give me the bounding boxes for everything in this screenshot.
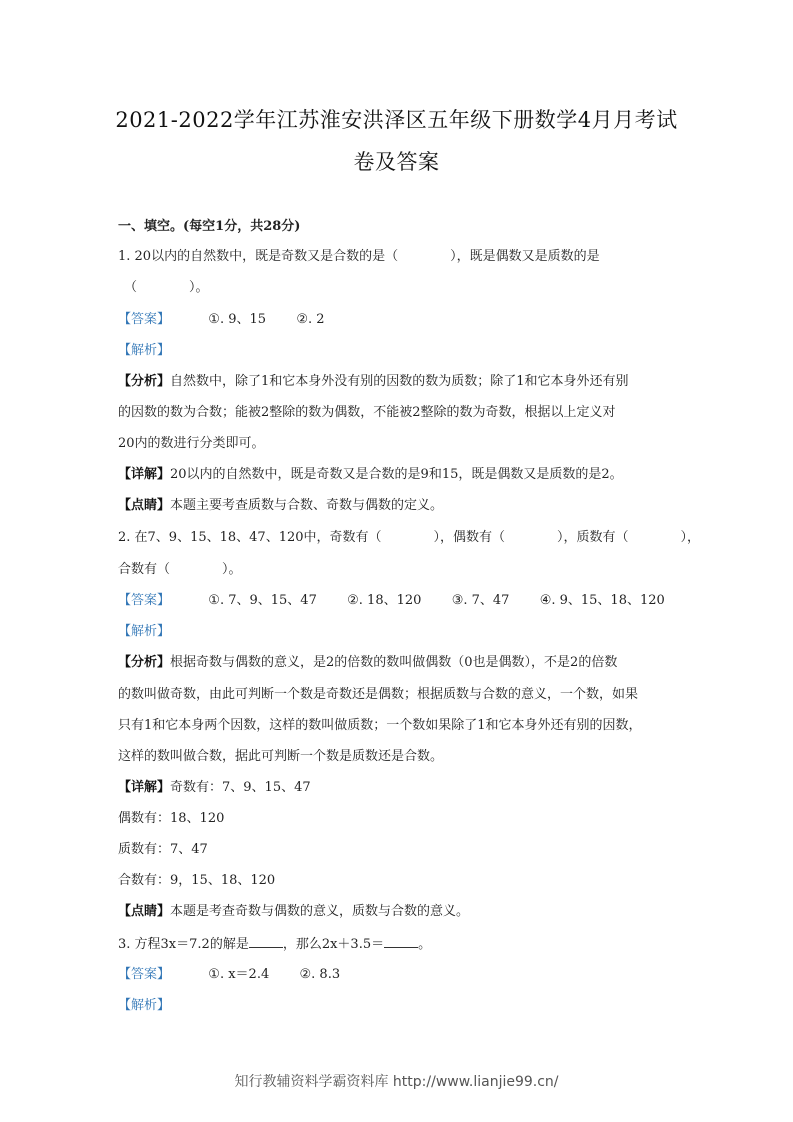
question-3-analysis-label	[118, 997, 170, 1015]
question-3-answer-row	[118, 966, 340, 984]
question-1-answer-row	[118, 311, 325, 329]
question-1-stem-line-2: （ ）。	[124, 280, 209, 295]
question-1-fenxi-line-3: 20内的数进行分类即可。	[118, 436, 265, 451]
answer-label: 【答案】	[118, 312, 171, 327]
answer-item: ①. x＝2.4	[208, 967, 270, 982]
question-2-fenxi-line-1	[118, 654, 617, 672]
question-1-stem-line-1: 1. 20以内的自然数中，既是奇数又是合数的是（ ），既是偶数又是质数的是	[118, 249, 600, 264]
question-2-dianjing	[118, 903, 469, 921]
fill-blank-2	[384, 935, 418, 948]
answer-item: ②. 18、120	[347, 593, 422, 608]
answer-item: ②. 8.3	[299, 967, 341, 982]
analysis-label: 【解析】	[118, 343, 171, 358]
question-3-stem	[118, 935, 431, 954]
xiangjie-text: 奇数有：7、9、15、47	[170, 780, 311, 795]
fenxi-label: 【分析】	[118, 374, 171, 389]
fill-blank-1	[249, 935, 283, 948]
question-1-analysis-label	[118, 342, 170, 360]
fenxi-text: 自然数中，除了1和它本身外没有别的因数的数为质数；除了1和它本身外还有别	[170, 374, 629, 389]
question-2-fenxi-line-4: 这样的数叫做合数，据此可判断一个数是质数还是合数。	[118, 749, 444, 764]
document-title-line-1: 2021-2022学年江苏淮安洪泽区五年级下册数学4月月考试	[115, 108, 678, 132]
dianjing-label: 【点睛】	[118, 904, 171, 919]
answer-item: ①. 9、15	[208, 312, 267, 327]
question-3-stem-b: ，那么2x＋3.5＝	[282, 937, 385, 952]
question-2-answer-row	[118, 592, 665, 610]
question-2-analysis-label	[118, 623, 170, 641]
dianjing-label: 【点睛】	[118, 498, 171, 513]
question-2-xiangjie-line-2: 偶数有：18、120	[118, 811, 225, 826]
question-2-xiangjie-line-3: 质数有：7、47	[118, 842, 208, 857]
question-2-xiangjie-line-1	[118, 779, 311, 797]
analysis-label: 【解析】	[118, 998, 171, 1013]
fenxi-label: 【分析】	[118, 655, 171, 670]
question-2-stem-line-1: 2. 在7、9、15、18、47、120中，奇数有（ ），偶数有（ ），质数有（ ），	[118, 530, 701, 545]
question-2-stem-line-2: 合数有（ ）。	[118, 562, 242, 577]
question-2-xiangjie-line-4: 合数有：9，15、18、120	[118, 873, 276, 888]
answer-item: ③. 7、47	[451, 593, 510, 608]
question-1-fenxi-line-2: 的因数的数为合数；能被2整除的数为偶数，不能被2整除的数为奇数，根据以上定义对	[118, 405, 616, 420]
question-1-dianjing	[118, 497, 443, 515]
answer-item: ②. 2	[296, 312, 325, 327]
question-2-fenxi-line-3: 只有1和它本身两个因数，这样的数叫做质数；一个数如果除了1和它本身外还有别的因数，	[118, 718, 642, 733]
question-2-fenxi-line-2: 的数叫做奇数，由此可判断一个数是奇数还是偶数；根据质数与合数的意义，一个数，如果	[118, 687, 639, 702]
dianjing-text: 本题主要考查质数与合数、奇数与偶数的定义。	[170, 498, 444, 513]
xiangjie-label: 【详解】	[118, 780, 171, 795]
question-3-stem-a: 3. 方程3x＝7.2的解是	[118, 937, 249, 952]
xiangjie-label: 【详解】	[118, 467, 171, 482]
fenxi-text: 根据奇数与偶数的意义，是2的倍数的数叫做偶数（0也是偶数），不是2的倍数	[170, 655, 618, 670]
answer-label: 【答案】	[118, 967, 171, 982]
answer-item: ①. 7、9、15、47	[208, 593, 317, 608]
analysis-label: 【解析】	[118, 624, 171, 639]
document-title-line-2: 卷及答案	[353, 150, 440, 174]
answer-label: 【答案】	[118, 593, 171, 608]
question-1-xiangjie	[118, 466, 623, 484]
dianjing-text: 本题是考查奇数与偶数的意义，质数与合数的意义。	[170, 904, 470, 919]
section-heading: 一、填空。(每空1分，共28分)	[118, 219, 301, 234]
xiangjie-text: 20以内的自然数中，既是奇数又是合数的是9和15，既是偶数又是质数的是2。	[170, 467, 623, 482]
question-1-fenxi-line-1	[118, 373, 629, 391]
footer-watermark: 知行教辅资料学霸资料库 http://www.lianjie99.cn/	[234, 1074, 559, 1090]
answer-item: ④. 9、15、18、120	[539, 593, 665, 608]
question-3-stem-c: 。	[418, 937, 432, 952]
